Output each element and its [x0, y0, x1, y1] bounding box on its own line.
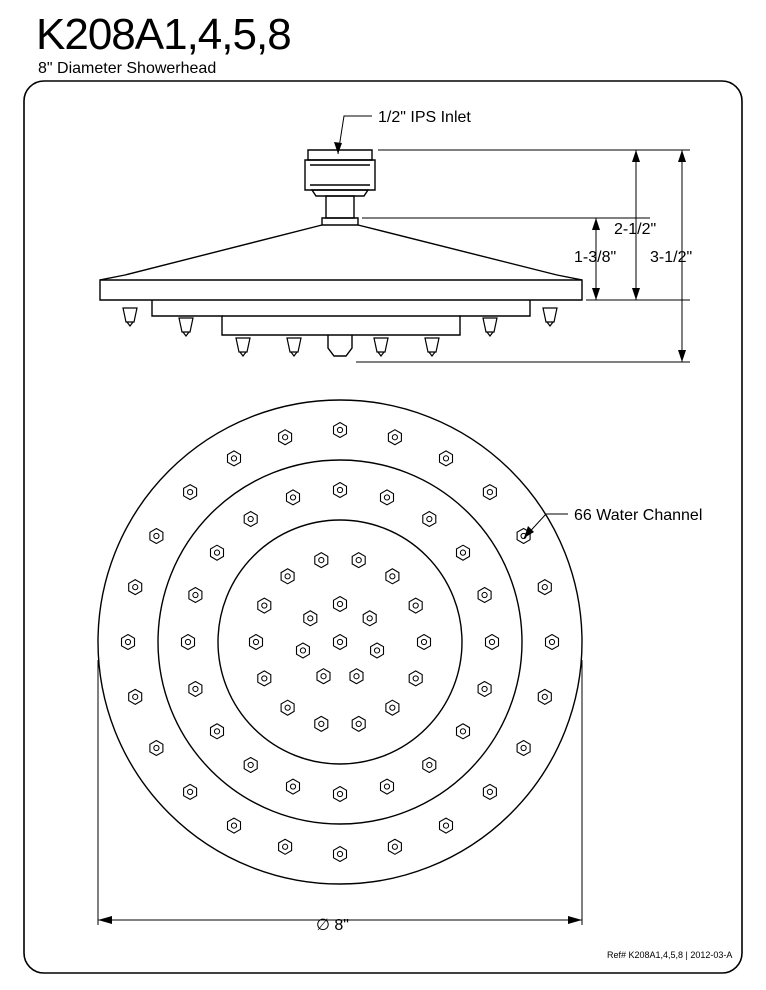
water-channel-hole-center [413, 676, 418, 681]
water-channel-hole [122, 635, 135, 650]
water-channel-hole [228, 818, 241, 833]
water-channel-hole [457, 545, 470, 560]
water-channel-hole-center [290, 495, 295, 500]
water-channel-hole-center [262, 603, 267, 608]
water-channel-hole-center [337, 851, 342, 856]
water-channel-hole-center [384, 784, 389, 789]
water-channel-hole-center [321, 674, 326, 679]
water-channel-hole-center [319, 558, 324, 563]
water-channel-hole-center [421, 639, 426, 644]
water-channel-hole-center [133, 694, 138, 699]
water-channel-hole [486, 635, 499, 650]
water-channel-hole-center [392, 844, 397, 849]
water-channel-hole-center [390, 574, 395, 579]
water-channel-hole [317, 669, 330, 684]
water-channel-hole [440, 818, 453, 833]
water-channel-hole [457, 724, 470, 739]
water-channel-hole [315, 553, 328, 568]
water-channel-hole-center [125, 639, 130, 644]
water-channel-hole [315, 716, 328, 731]
water-channel-hole-center [354, 674, 359, 679]
water-channel-hole [483, 485, 496, 500]
water-channel-hole-center [185, 639, 190, 644]
water-channel-hole-center [285, 574, 290, 579]
water-channel-hole [304, 611, 317, 626]
water-channel-hole-center [482, 592, 487, 597]
water-channel-holes [122, 423, 559, 862]
water-channel-hole [478, 682, 491, 697]
water-channel-hole [483, 784, 496, 799]
water-channel-hole [334, 787, 347, 802]
water-channel-hole-center [337, 639, 342, 644]
model-title: K208A1,4,5,8 [36, 10, 291, 59]
water-channel-hole-center [248, 762, 253, 767]
water-channel-hole-center [337, 791, 342, 796]
water-channel-hole-center [542, 694, 547, 699]
diameter-label: ∅ 8" [316, 917, 349, 934]
water-channel-hole [150, 529, 163, 544]
water-channel-hole [287, 779, 300, 794]
water-channel-hole-center [231, 823, 236, 828]
water-channel-hole [281, 700, 294, 715]
water-channel-hole-center [187, 789, 192, 794]
water-channel-hole-center [482, 686, 487, 691]
reference-code: Ref# K208A1,4,5,8 | 2012-03-A [607, 950, 733, 960]
water-channel-hole-center [214, 550, 219, 555]
water-channel-hole [129, 580, 142, 595]
front-view [98, 400, 582, 884]
water-channel-hole-center [154, 533, 159, 538]
water-channel-hole-center [413, 603, 418, 608]
water-channel-hole-center [319, 721, 324, 726]
water-channel-hole [363, 611, 376, 626]
water-channel-hole-center [283, 435, 288, 440]
water-channel-hole [297, 643, 310, 658]
water-channel-hole [244, 512, 257, 527]
water-channel-hole [334, 597, 347, 612]
water-channel-hole [546, 635, 559, 650]
water-channel-hole [184, 784, 197, 799]
model-description: 8" Diameter Showerhead [38, 60, 217, 77]
water-channel-hole [409, 671, 422, 686]
water-channel-hole [150, 741, 163, 756]
water-channel-hole [381, 779, 394, 794]
water-channel-hole [334, 423, 347, 438]
water-channel-hole-center [427, 762, 432, 767]
water-channel-hole [182, 635, 195, 650]
water-channel-hole-center [290, 784, 295, 789]
water-channel-hole-center [549, 639, 554, 644]
drawing-frame [24, 81, 742, 973]
water-channel-hole-center [337, 487, 342, 492]
water-channel-hole-center [443, 823, 448, 828]
water-channel-hole-center [489, 639, 494, 644]
water-channel-hole-center [337, 427, 342, 432]
water-channel-hole [538, 580, 551, 595]
water-channel-hole-center [384, 495, 389, 500]
water-channel-hole [281, 569, 294, 584]
water-channel-hole-center [374, 648, 379, 653]
water-channel-hole [409, 598, 422, 613]
water-channel-hole-center [300, 648, 305, 653]
water-channel-hole [279, 839, 292, 854]
water-channel-hole [388, 430, 401, 445]
water-channel-hole-center [356, 558, 361, 563]
water-channel-hole [258, 671, 271, 686]
water-channel-hole [538, 689, 551, 704]
water-channel-hole-center [133, 585, 138, 590]
height-total-label: 3-1/2" [650, 249, 693, 266]
water-channel-hole-center [187, 489, 192, 494]
water-channel-hole-center [460, 550, 465, 555]
water-channel-hole [334, 847, 347, 862]
water-channel-hole-center [154, 745, 159, 750]
water-channel-hole-center [283, 844, 288, 849]
water-channel-hole [228, 451, 241, 466]
water-channel-hole-center [443, 456, 448, 461]
water-channel-hole [211, 724, 224, 739]
water-channel-hole [334, 483, 347, 498]
water-channel-hole-center [390, 705, 395, 710]
height-inner-label: 1-3/8" [574, 249, 617, 266]
water-channel-hole-center [460, 729, 465, 734]
water-channel-hole [388, 839, 401, 854]
water-channel-hole [287, 490, 300, 505]
height-mid-label: 2-1/2" [614, 221, 657, 238]
water-channel-hole-center [427, 516, 432, 521]
water-channel-hole [517, 529, 530, 544]
water-channel-hole-center [214, 729, 219, 734]
water-channel-hole [184, 485, 197, 500]
water-channel-hole [211, 545, 224, 560]
water-channel-hole [517, 741, 530, 756]
water-channel-hole-center [356, 721, 361, 726]
water-channel-hole [423, 758, 436, 773]
inlet-label: 1/2" IPS Inlet [378, 109, 471, 126]
water-channel-hole-center [248, 516, 253, 521]
water-channel-hole [423, 512, 436, 527]
water-channel-hole-center [308, 616, 313, 621]
water-channel-hole-center [253, 639, 258, 644]
water-channel-hole-center [193, 592, 198, 597]
water-channel-hole [258, 598, 271, 613]
water-channel-hole-center [392, 435, 397, 440]
water-channel-hole-center [367, 616, 372, 621]
water-channel-hole [334, 635, 347, 650]
water-channel-hole [386, 700, 399, 715]
water-channel-hole [418, 635, 431, 650]
water-channel-label: 66 Water Channel [574, 507, 703, 524]
side-nozzles [123, 308, 557, 356]
water-channel-hole [279, 430, 292, 445]
water-channel-hole [129, 689, 142, 704]
water-channel-hole [352, 716, 365, 731]
water-channel-hole-center [487, 789, 492, 794]
water-channel-hole [386, 569, 399, 584]
side-view [100, 150, 582, 356]
water-channel-hole [189, 588, 202, 603]
water-channel-hole-center [487, 489, 492, 494]
water-channel-hole [244, 758, 257, 773]
water-channel-hole-center [285, 705, 290, 710]
water-channel-hole-center [193, 686, 198, 691]
water-channel-hole [352, 553, 365, 568]
water-channel-hole-center [337, 601, 342, 606]
water-channel-hole [250, 635, 263, 650]
water-channel-hole [478, 588, 491, 603]
water-channel-hole [381, 490, 394, 505]
water-channel-hole [350, 669, 363, 684]
water-channel-hole-center [231, 456, 236, 461]
water-channel-hole [440, 451, 453, 466]
water-channel-hole-center [262, 676, 267, 681]
water-channel-hole [371, 643, 384, 658]
water-channel-hole-center [542, 585, 547, 590]
water-channel-hole-center [521, 745, 526, 750]
water-channel-hole [189, 682, 202, 697]
